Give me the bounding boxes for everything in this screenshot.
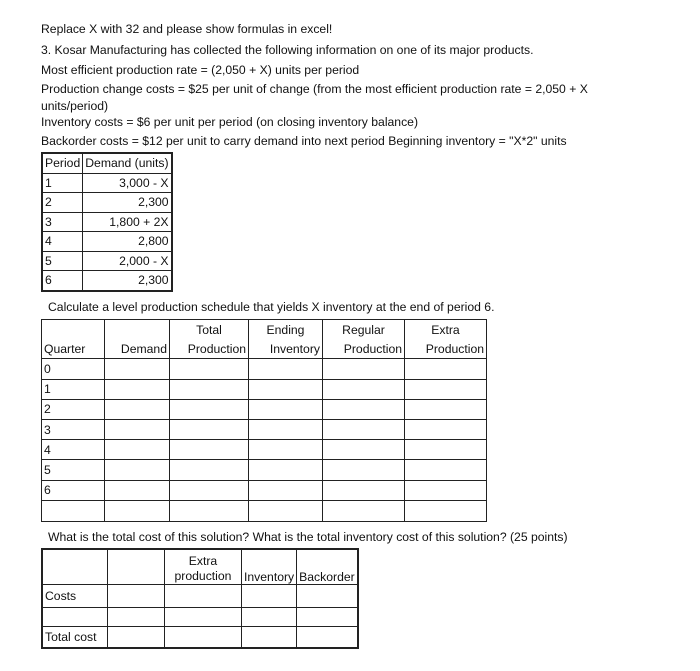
empty-cell[interactable] <box>42 500 105 521</box>
empty-cell[interactable] <box>170 460 249 480</box>
empty-cell[interactable] <box>405 379 487 399</box>
empty-cell[interactable] <box>405 399 487 419</box>
header-cell: Extra <box>405 320 487 340</box>
empty-cell[interactable] <box>242 585 297 608</box>
empty-cell[interactable] <box>165 627 242 649</box>
empty-cell[interactable] <box>42 608 108 627</box>
production-rate-text: Most efficient production rate = (2,050 + X) units per period <box>41 63 360 77</box>
table-row <box>42 379 487 399</box>
quarter-cell: 5 <box>42 460 105 480</box>
empty-cell[interactable] <box>405 460 487 480</box>
empty-cell[interactable] <box>405 480 487 500</box>
schedule-header-bottom <box>42 339 487 359</box>
empty-cell[interactable] <box>105 500 170 521</box>
empty-cell[interactable] <box>323 359 405 379</box>
total-production-header: Production <box>170 339 249 359</box>
empty-cell[interactable] <box>249 500 323 521</box>
demand-cell: 2,300 <box>83 271 172 291</box>
demand-table <box>41 152 173 292</box>
quarter-cell: 3 <box>42 419 105 439</box>
empty-cell[interactable] <box>323 399 405 419</box>
demand-cell: 1,800 + 2X <box>83 212 172 232</box>
costs-label: Costs <box>42 585 108 608</box>
empty-cell[interactable] <box>242 627 297 649</box>
empty-cell[interactable] <box>297 608 358 627</box>
empty-cell[interactable] <box>323 379 405 399</box>
demand-cell: 2,300 <box>83 193 172 213</box>
empty-cell[interactable] <box>297 627 358 649</box>
empty-cell[interactable] <box>405 419 487 439</box>
empty-cell[interactable] <box>405 440 487 460</box>
intro-text: Replace X with 32 and please show formulas in excel! <box>41 22 333 36</box>
empty-cell[interactable] <box>170 419 249 439</box>
empty-cell[interactable] <box>165 585 242 608</box>
quarter-header: Quarter <box>42 339 105 359</box>
empty-cell[interactable] <box>323 419 405 439</box>
empty-cell[interactable] <box>249 460 323 480</box>
empty-cell[interactable] <box>323 500 405 521</box>
extra-production-header: Production <box>405 339 487 359</box>
table-row <box>42 173 172 193</box>
empty-cell[interactable] <box>249 359 323 379</box>
schedule-header-top <box>42 320 487 340</box>
question-title: 3. Kosar Manufacturing has collected the following information on one of its major products. <box>41 43 534 57</box>
empty-cell[interactable] <box>170 359 249 379</box>
table-row <box>42 359 487 379</box>
quarter-cell: 4 <box>42 440 105 460</box>
change-costs-text: Production change costs = $25 per unit of change (from the most efficient production rate = 2,050 + X units/period) <box>41 82 588 113</box>
period-cell: 3 <box>42 212 83 232</box>
empty-cell[interactable] <box>165 608 242 627</box>
period-cell: 2 <box>42 193 83 213</box>
regular-production-header: Production <box>323 339 405 359</box>
demand-table-header <box>42 153 172 173</box>
empty-cell[interactable] <box>170 399 249 419</box>
header-cell: Total <box>170 320 249 340</box>
ending-inventory-header: Inventory <box>249 339 323 359</box>
empty-cell[interactable] <box>242 608 297 627</box>
total-cost-label: Total cost <box>42 627 108 649</box>
empty-cell[interactable] <box>323 440 405 460</box>
empty-cell[interactable] <box>170 440 249 460</box>
quarter-cell: 1 <box>42 379 105 399</box>
inventory-header: Inventory <box>242 549 297 585</box>
table-row <box>42 500 487 521</box>
extra-production-header: Extra production <box>165 549 242 585</box>
empty-cell[interactable] <box>108 585 165 608</box>
empty-cell <box>42 549 108 585</box>
period-cell: 4 <box>42 232 83 252</box>
table-row <box>42 585 358 608</box>
empty-cell[interactable] <box>323 480 405 500</box>
table-row <box>42 460 487 480</box>
inventory-costs-text: Inventory costs = $6 per unit per period (on closing inventory balance) <box>41 115 419 129</box>
empty-cell[interactable] <box>405 500 487 521</box>
backorder-costs-text: Backorder costs = $12 per unit to carry demand into next period Beginning inventory = "X*2" units <box>41 134 567 148</box>
table-row <box>42 627 358 649</box>
quarter-cell: 6 <box>42 480 105 500</box>
period-cell: 6 <box>42 271 83 291</box>
empty-cell[interactable] <box>249 419 323 439</box>
schedule-table <box>41 319 487 522</box>
demand-cell: 2,000 - X <box>83 251 172 271</box>
quarter-cell: 0 <box>42 359 105 379</box>
empty-cell[interactable] <box>249 440 323 460</box>
demand-cell: 3,000 - X <box>83 173 172 193</box>
empty-cell <box>108 549 165 585</box>
table-row <box>42 419 487 439</box>
backorder-header: Backorder <box>297 549 358 585</box>
table-row <box>42 193 172 213</box>
header-cell: Regular <box>323 320 405 340</box>
demand-header: Demand (units) <box>83 153 172 173</box>
empty-cell[interactable] <box>105 379 170 399</box>
table-row <box>42 399 487 419</box>
empty-cell[interactable] <box>297 585 358 608</box>
cost-question: What is the total cost of this solution? What is the total inventory cost of this solution? (25 points) <box>48 530 568 544</box>
empty-cell[interactable] <box>105 460 170 480</box>
schedule-prompt: Calculate a level production schedule that yields X inventory at the end of period 6. <box>48 300 495 314</box>
table-row <box>42 608 358 627</box>
table-row <box>42 251 172 271</box>
period-cell: 5 <box>42 251 83 271</box>
header-cell: Ending <box>249 320 323 340</box>
empty-cell[interactable] <box>249 379 323 399</box>
empty-cell[interactable] <box>170 500 249 521</box>
header-cell <box>42 320 105 340</box>
table-row <box>42 440 487 460</box>
empty-cell[interactable] <box>170 480 249 500</box>
empty-cell[interactable] <box>249 480 323 500</box>
empty-cell[interactable] <box>105 359 170 379</box>
empty-cell[interactable] <box>108 627 165 649</box>
empty-cell[interactable] <box>405 359 487 379</box>
empty-cell[interactable] <box>323 460 405 480</box>
period-header: Period <box>42 153 83 173</box>
empty-cell[interactable] <box>170 379 249 399</box>
quarter-cell: 2 <box>42 399 105 419</box>
cost-header-row <box>42 549 358 585</box>
header-cell <box>105 320 170 340</box>
demand-header: Demand <box>105 339 170 359</box>
table-row <box>42 271 172 291</box>
empty-cell[interactable] <box>105 440 170 460</box>
demand-cell: 2,800 <box>83 232 172 252</box>
empty-cell[interactable] <box>105 399 170 419</box>
empty-cell[interactable] <box>105 419 170 439</box>
empty-cell[interactable] <box>105 480 170 500</box>
cost-table <box>41 548 359 649</box>
table-row <box>42 480 487 500</box>
table-row <box>42 232 172 252</box>
empty-cell[interactable] <box>108 608 165 627</box>
empty-cell[interactable] <box>249 399 323 419</box>
table-row <box>42 212 172 232</box>
period-cell: 1 <box>42 173 83 193</box>
